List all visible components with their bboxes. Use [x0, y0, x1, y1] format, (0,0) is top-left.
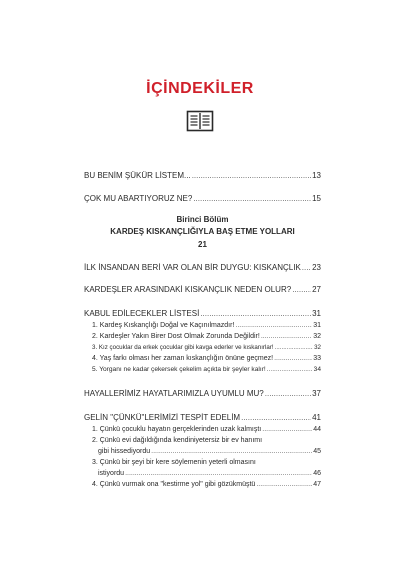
toc-entry-page: 23 — [312, 263, 321, 272]
toc-entry-page: 46 — [313, 470, 321, 477]
toc-subentry-line: 3. Çünkü bir şeyi bir kere söylemenin yeterli olmasını — [92, 459, 256, 466]
dot-leader — [292, 285, 311, 295]
toc-subentry — [92, 332, 321, 342]
dot-leader — [262, 425, 312, 435]
toc-entry — [84, 285, 321, 295]
toc-entry-page: 33 — [313, 355, 321, 362]
toc-entry-page: 32 — [314, 344, 321, 351]
toc-entry-label: KABUL EDİLECEKLER LİSTESİ — [84, 309, 200, 318]
part-page: 21 — [198, 240, 207, 249]
dot-leader — [193, 194, 311, 204]
toc-entry-label: 4. Yaş farkı olması her zaman kıskançlığın önüne geçmez! — [92, 355, 274, 362]
toc-subentry — [98, 469, 321, 479]
toc-entry-page: 44 — [313, 426, 321, 433]
toc-entry-page: 31 — [312, 309, 321, 318]
toc-subentry-line: 2. Çünkü evi dağıldığında kendiniyetersiz bir ev hanımı — [92, 437, 263, 444]
toc-subentry — [92, 321, 321, 331]
dot-leader — [265, 389, 311, 399]
dot-leader — [302, 263, 311, 273]
page-title: İÇİNDEKİLER — [146, 80, 254, 97]
toc-entry-label: 1. Çünkü çocuklu hayatın gerçeklerinden uzak kalmıştı — [92, 426, 262, 433]
toc-entry-label: GELİN "ÇÜNKÜ"LERİMİZİ TESPİT EDELİM — [84, 413, 241, 422]
toc-subentry — [92, 343, 321, 353]
toc-entry-label: 4. Çünkü vurmak ona "kestirme yol" gibi gözükmüştü — [92, 481, 256, 488]
toc-entry-page: 45 — [313, 448, 321, 455]
dot-leader — [151, 447, 312, 457]
toc-entry — [84, 413, 321, 423]
toc-entry-page: 37 — [312, 389, 321, 398]
toc-entry — [84, 263, 321, 273]
part-name: KARDEŞ KISKANÇLIĞIYLA BAŞ ETME YOLLARI — [110, 227, 295, 236]
toc-subentry — [92, 480, 321, 490]
dot-leader — [275, 343, 314, 353]
open-book-icon — [186, 110, 214, 132]
toc-entry-page: 47 — [313, 481, 321, 488]
dot-leader — [200, 309, 311, 319]
toc-entry — [84, 389, 321, 399]
toc-entry-page: 34 — [313, 366, 321, 373]
toc-entry — [84, 309, 321, 319]
toc-entry-label: İLK İNSANDAN BERİ VAR OLAN BİR DUYGU: KISKANÇLIK — [84, 263, 301, 272]
toc-entry — [84, 171, 321, 181]
toc-subentry — [98, 447, 321, 457]
toc-entry-label: gibi hissediyordu — [98, 448, 151, 455]
toc-entry-page: 32 — [313, 333, 321, 340]
dot-leader — [241, 413, 311, 423]
toc-subentry — [92, 365, 321, 375]
toc-entry-label: 5. Yorganı ne kadar çekersek çekelim açıkta bir şeyler kalır! — [92, 366, 266, 373]
toc-entry-label: KARDEŞLER ARASINDAKİ KISKANÇLIK NEDEN OLUR? — [84, 285, 292, 294]
dot-leader — [125, 469, 312, 479]
part-label: Birinci Bölüm — [176, 215, 229, 224]
toc-entry-label: 1. Kardeş Kıskançlığı Doğal ve Kaçınılmazdır! — [92, 322, 235, 329]
toc-entry-page: 13 — [312, 171, 321, 180]
toc-subentry — [92, 425, 321, 435]
toc-entry — [84, 194, 321, 204]
toc-subentry — [92, 354, 321, 364]
toc-entry-label: ÇOK MU ABARTIYORUZ NE? — [84, 194, 193, 203]
toc-entry-label: 2. Kardeşler Yakın Birer Dost Olmak Zorunda Değildir! — [92, 333, 260, 340]
dot-leader — [192, 171, 311, 181]
toc-entry-page: 31 — [313, 322, 321, 329]
toc-entry-label: istiyordu — [98, 470, 125, 477]
dot-leader — [267, 365, 313, 375]
dot-leader — [261, 332, 312, 342]
dot-leader — [274, 354, 312, 364]
dot-leader — [256, 480, 312, 490]
toc-entry-label: BU BENİM ŞÜKÜR LİSTEM... — [84, 171, 191, 180]
toc-entry-label: HAYALLERİMİZ HAYATLARIMIZLA UYUMLU MU? — [84, 389, 264, 398]
toc-entry-label: 3. Kız çocuklar da erkek çocuklar gibi kavga ederler ve kıskanırlar! — [92, 344, 274, 351]
toc-entry-page: 41 — [312, 413, 321, 422]
toc-entry-page: 15 — [312, 194, 321, 203]
toc-entry-page: 27 — [312, 285, 321, 294]
dot-leader — [235, 321, 312, 331]
